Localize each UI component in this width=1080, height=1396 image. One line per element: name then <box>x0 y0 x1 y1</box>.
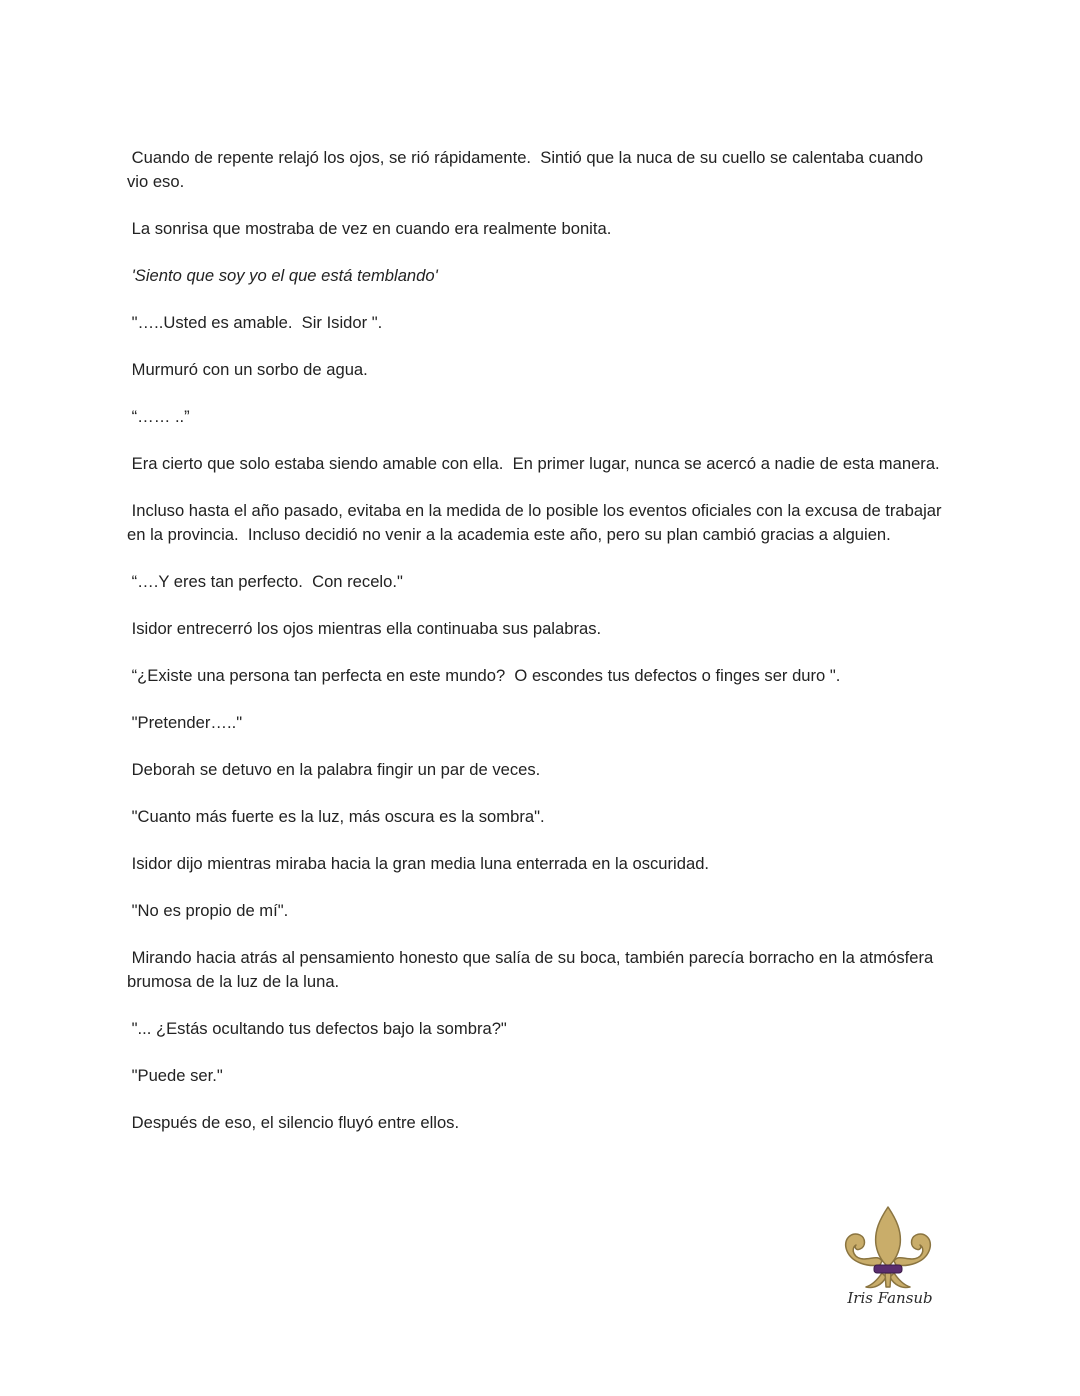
paragraph: Isidor dijo mientras miraba hacia la gran media luna enterrada en la oscuridad. <box>127 854 710 873</box>
paragraph: Isidor entrecerró los ojos mientras ella continuaba sus palabras. <box>127 619 602 638</box>
watermark-logo <box>838 1205 942 1315</box>
paragraph: “….Y eres tan perfecto. Con recelo." <box>127 572 403 591</box>
paragraph: Murmuró con un sorbo de agua. <box>127 360 368 379</box>
paragraph: "Puede ser." <box>127 1066 223 1085</box>
paragraph: Mirando hacia atrás al pensamiento honesto que salía de su boca, también parecía borracho en la atmósfera brumosa de la luz de la luna. <box>127 948 938 991</box>
paragraph: Incluso hasta el año pasado, evitaba en la medida de lo posible los eventos oficiales con la excusa de trabajar en la provincia. Incluso decidió no venir a la academia este año, pero su plan cambió gracias a alguien. <box>127 501 947 544</box>
paragraph: "…..Usted es amable. Sir Isidor ". <box>127 313 383 332</box>
paragraph: Era cierto que solo estaba siendo amable con ella. En primer lugar, nunca se acercó a nadie de esta manera. <box>127 454 940 473</box>
paragraph: La sonrisa que mostraba de vez en cuando era realmente bonita. <box>127 219 612 238</box>
paragraph: Cuando de repente relajó los ojos, se rió rápidamente. Sintió que la nuca de su cuello se calentaba cuando vio eso. <box>127 148 928 191</box>
fleur-de-lis-icon <box>838 1205 942 1291</box>
paragraph: Deborah se detuvo en la palabra fingir un par de veces. <box>127 760 541 779</box>
paragraph: Después de eso, el silencio fluyó entre ellos. <box>127 1113 460 1132</box>
paragraph: “…… ..” <box>127 407 190 426</box>
paragraph: “¿Existe una persona tan perfecta en este mundo? O escondes tus defectos o finges ser duro ". <box>127 666 841 685</box>
paragraph: "Pretender….." <box>127 713 243 732</box>
watermark-text: Iris Fansub <box>847 1289 933 1307</box>
paragraph: "No es propio de mí". <box>127 901 289 920</box>
document-body <box>127 146 947 1158</box>
paragraph-thought: 'Siento que soy yo el que está temblando' <box>127 266 438 285</box>
paragraph: "... ¿Estás ocultando tus defectos bajo la sombra?" <box>127 1019 507 1038</box>
paragraph: "Cuanto más fuerte es la luz, más oscura es la sombra". <box>127 807 545 826</box>
